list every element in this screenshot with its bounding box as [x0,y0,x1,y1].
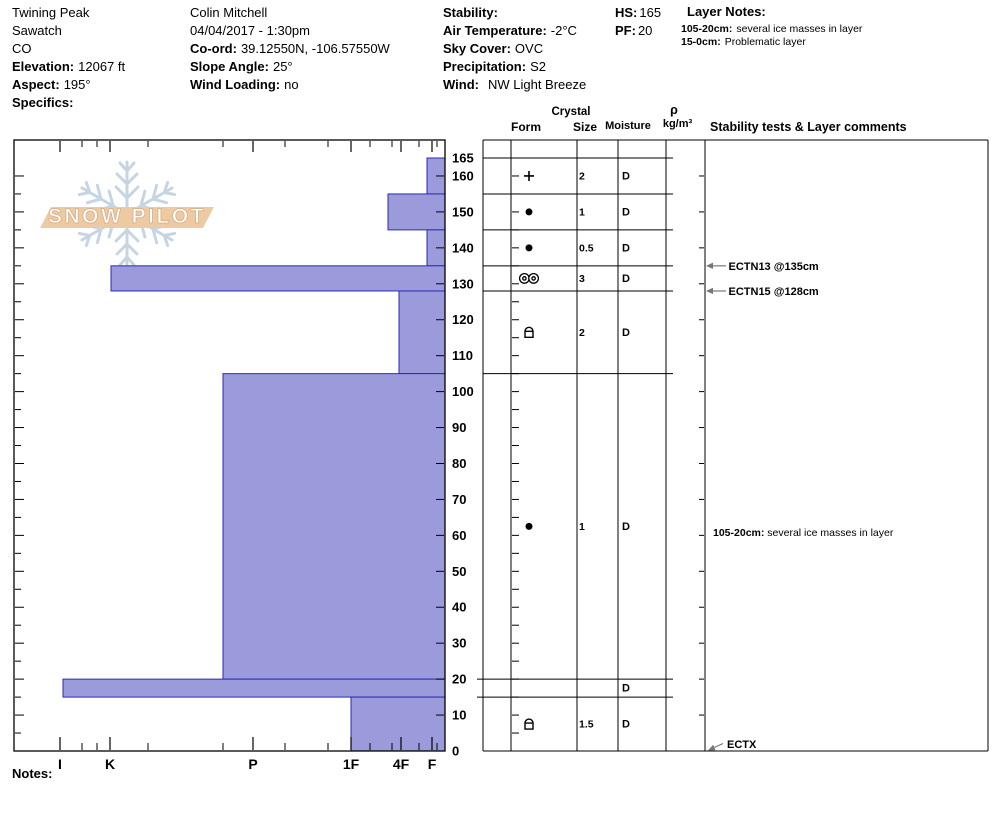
depth-label: 30 [452,635,467,651]
moisture-value: D [622,170,630,183]
hardness-bar [351,697,445,751]
crystal-form-icon-round-top-square [525,719,533,729]
hardness-axis-label: K [104,756,116,772]
stability: Stability: [443,5,498,20]
hardness-axis-label: 4F [392,756,410,772]
column-header-density: ρ [670,103,678,117]
grain-size-value: 1 [579,206,585,219]
observer-name: Colin Mitchell [190,5,268,20]
hardness-axis-label: 1F [342,756,360,772]
hardness-axis-label: P [248,756,258,772]
depth-label: 140 [452,240,474,256]
moisture-value: D [622,206,630,219]
stability-test-label: ECTN15 @128cm [728,285,819,298]
grain-size-value: 0.5 [579,242,594,255]
crystal-form-icon-round-top-square [525,327,533,337]
snowpilot-logo [40,162,214,266]
crystal-form-icon-double-ring [520,274,539,284]
depth-label: 110 [452,348,473,364]
depth-label: 100 [452,384,474,400]
depth-label: 120 [452,312,474,328]
site-range: Sawatch [12,23,62,38]
grain-size-value: 3 [579,272,585,285]
penetration-foot: PF: 20 [615,23,653,38]
layer-comment: 105-20cm: several ice masses in layer [713,526,894,539]
column-header-size: Size [572,120,597,134]
hardness-bar [223,374,445,679]
hardness-bar [111,266,445,291]
moisture-value: D [622,718,630,731]
moisture-value: D [622,520,630,533]
depth-label: 20 [452,671,467,687]
column-header-moisture: Moisture [605,120,651,132]
depth-label: 80 [452,455,467,471]
column-header-form: Form [511,120,541,134]
depth-label: 165 [452,150,474,166]
hardness-axis-label: F [427,756,437,772]
air-temperature: Air Temperature: -2°C [443,23,577,38]
crystal-form-icon-dot [526,244,533,251]
moisture-value: D [622,272,630,285]
site-elevation: Elevation: 12067 ft [12,59,126,74]
stability-test-label: ECTN13 @135cm [728,260,819,273]
site-info [12,4,125,112]
site-state: CO [12,41,32,56]
snow-totals [615,4,661,40]
site-specifics: Specifics: [12,95,74,110]
site-name: Twining Peak [12,5,90,20]
site-aspect: Aspect: 195° [12,77,91,92]
grain-size-value: 1.5 [579,718,594,731]
moisture-value: D [622,682,630,695]
layer-note: 15-0cm: Problematic layer [681,35,806,48]
crystal-form-icon-dot [526,208,533,215]
column-header-crystal: Crystal [551,106,591,118]
stability-test-arrowhead [706,263,713,269]
coordinates: Co-ord: 39.12550N, -106.57550W [190,41,390,56]
hardness-axis-label: I [58,756,62,772]
grain-size-value: 2 [579,170,585,183]
depth-label: 10 [452,707,467,723]
logo-text: SNOW PILOT [48,205,206,228]
depth-label: 0 [452,743,460,759]
depth-label: 130 [452,276,474,292]
observer-info [190,4,390,94]
slope-angle: Slope Angle: 25° [190,59,293,74]
layer-notes-list [681,23,862,48]
layer-note: 105-20cm: several ice masses in layer [681,23,863,35]
observation-datetime: 04/04/2017 - 1:30pm [190,23,310,38]
depth-label: 160 [452,168,474,184]
depth-label: 70 [452,491,467,507]
column-header-stability-comments: Stability tests & Layer comments [710,120,907,134]
weather-info [443,4,586,94]
sky-cover: Sky Cover: OVC [443,41,544,56]
precipitation: Precipitation: S2 [443,59,546,74]
depth-label: 50 [452,563,467,579]
moisture-value: D [622,242,630,255]
wind: Wind: NW Light Breeze [443,77,587,92]
crystal-form-icon-plus [524,171,534,181]
layer-notes-title: Layer Notes: [687,4,766,19]
moisture-value: D [622,326,630,339]
notes-label: Notes: [12,766,53,781]
depth-label: 90 [452,420,467,436]
wind-loading: Wind Loading: no [190,77,299,92]
hardness-bar [63,679,445,697]
depth-label: 40 [452,599,467,615]
grain-size-value: 1 [579,520,585,533]
stability-test-label: ECTX [727,739,757,751]
depth-label: 150 [452,204,474,220]
hardness-bar [399,291,445,374]
column-header-density-units: kg/m³ [662,118,693,130]
stability-test-arrowhead [706,288,713,294]
grain-size-value: 2 [579,326,585,339]
depth-label: 60 [452,527,467,543]
height-of-snow: HS: 165 [615,5,662,20]
crystal-form-icon-dot [526,523,533,530]
